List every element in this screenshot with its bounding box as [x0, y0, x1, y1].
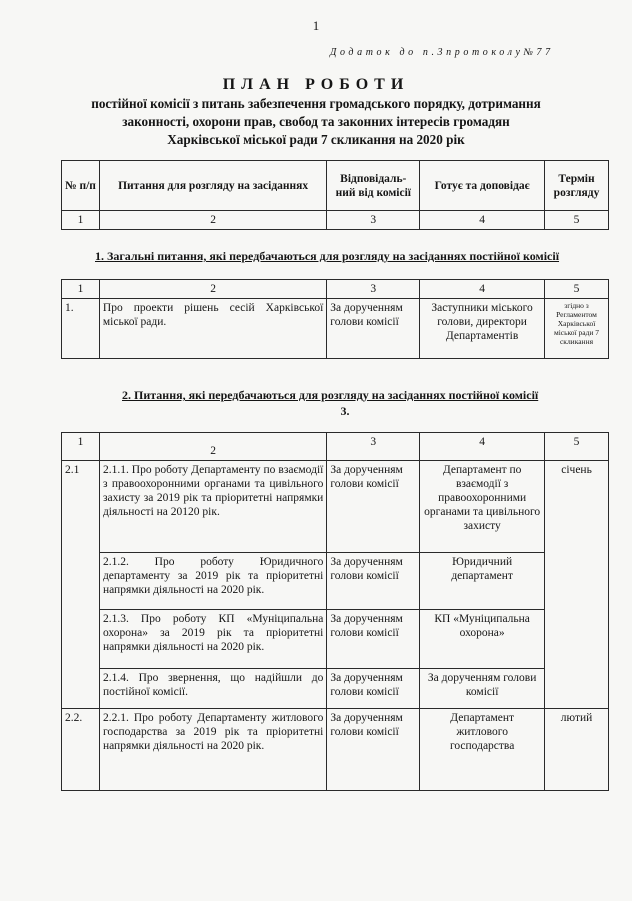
header-responsible: Відповідаль-ний від комісії — [327, 161, 420, 211]
column-number: 3 — [327, 280, 420, 299]
column-number: 5 — [545, 280, 609, 299]
document-subtitle — [60, 95, 572, 149]
page-number: 1 — [312, 18, 320, 33]
header-reporter: Готує та доповідає — [420, 161, 545, 211]
row-responsible: За дорученням голови комісії — [327, 669, 420, 709]
table-row — [62, 299, 609, 359]
row-reporter: КП «Муніципальна охорона» — [420, 610, 545, 669]
appendix-note: Додаток до п.3протоколу№77 — [330, 47, 554, 58]
row-question: 2.1.1. Про роботу Департаменту по взаємодії з правоохоронними органами та цивільного захисту за 2019 рік та пріоритетні напрямки діяльності на 20120 рік. — [99, 461, 326, 553]
row-question: 2.1.3. Про роботу КП «Муніципальна охорона» за 2019 рік та пріоритетні напрямки діяльності на 2020 рік. — [99, 610, 326, 669]
column-number: 1 — [62, 433, 100, 461]
column-number: 1 — [62, 280, 100, 299]
row-responsible: За дорученням голови комісії — [327, 610, 420, 669]
column-number: 4 — [420, 280, 545, 299]
row-term: згідно з Регламентом Харківської міської ради 7 скликання — [545, 299, 609, 359]
column-number: 1 — [62, 211, 100, 230]
column-number: 5 — [545, 211, 609, 230]
row-number: 1. — [62, 299, 100, 359]
subtitle-line: законності, охорони прав, свобод та законних інтересів громадян — [122, 114, 510, 129]
column-number: 2 — [99, 280, 326, 299]
column-number: 2 — [99, 433, 326, 461]
group-term: січень — [545, 461, 609, 709]
table-row — [62, 669, 609, 709]
section1-table — [61, 279, 609, 359]
section2-table — [61, 432, 609, 791]
row-reporter: За дорученням голови комісії — [420, 669, 545, 709]
group-number: 2.1 — [62, 461, 100, 709]
header-term: Термін розгляду — [545, 161, 609, 211]
header-question: Питання для розгляду на засіданнях — [99, 161, 326, 211]
row-responsible: За дорученням голови комісії — [327, 299, 420, 359]
row-question: 2.1.2. Про роботу Юридичного департаменту за 2019 рік та пріоритетні напрямки діяльності на 2020 рік. — [99, 553, 326, 610]
row-question: 2.1.4. Про звернення, що надійшли до постійної комісії. — [99, 669, 326, 709]
row-question: 2.2.1. Про роботу Департаменту житлового господарства за 2019 рік та пріоритетні напрямки діяльності на 2020 рік. — [99, 709, 326, 791]
section2-title-continuation: 3. — [340, 404, 350, 418]
subtitle-line: постійної комісії з питань забезпечення громадського порядку, дотримання — [91, 96, 541, 111]
table-row — [62, 709, 609, 791]
column-number: 4 — [420, 433, 545, 461]
column-number: 2 — [99, 211, 326, 230]
document-title: ПЛАН РОБОТИ — [222, 76, 410, 93]
subtitle-line: Харківської міської ради 7 скликання на 2020 рік — [167, 132, 465, 147]
table-row — [62, 610, 609, 669]
group-term: лютий — [545, 709, 609, 791]
column-number: 3 — [327, 433, 420, 461]
column-number: 5 — [545, 433, 609, 461]
row-reporter: Департамент житлового господарства — [420, 709, 545, 791]
section2-title: 2. Питання, які передбачаються для розгляду на засіданнях постійної комісії — [122, 388, 539, 402]
table-row — [62, 553, 609, 610]
header-table — [61, 160, 609, 230]
table-row — [62, 461, 609, 553]
row-reporter: Юридичний департамент — [420, 553, 545, 610]
row-responsible: За дорученням голови комісії — [327, 553, 420, 610]
row-question: Про проекти рішень сесій Харківської міської ради. — [99, 299, 326, 359]
group-number: 2.2. — [62, 709, 100, 791]
row-reporter: Департамент по взаємодії з правоохоронними органами та цивільного захисту — [420, 461, 545, 553]
header-number: № п/п — [62, 161, 100, 211]
row-reporter: Заступники міського голови, директори Департаментів — [420, 299, 545, 359]
column-number: 3 — [327, 211, 420, 230]
row-responsible: За дорученням голови комісії — [327, 461, 420, 553]
row-responsible: За дорученням голови комісії — [327, 709, 420, 791]
section1-title: 1. Загальні питання, які передбачаються для розгляду на засіданнях постійної комісії — [95, 249, 560, 263]
column-number: 4 — [420, 211, 545, 230]
